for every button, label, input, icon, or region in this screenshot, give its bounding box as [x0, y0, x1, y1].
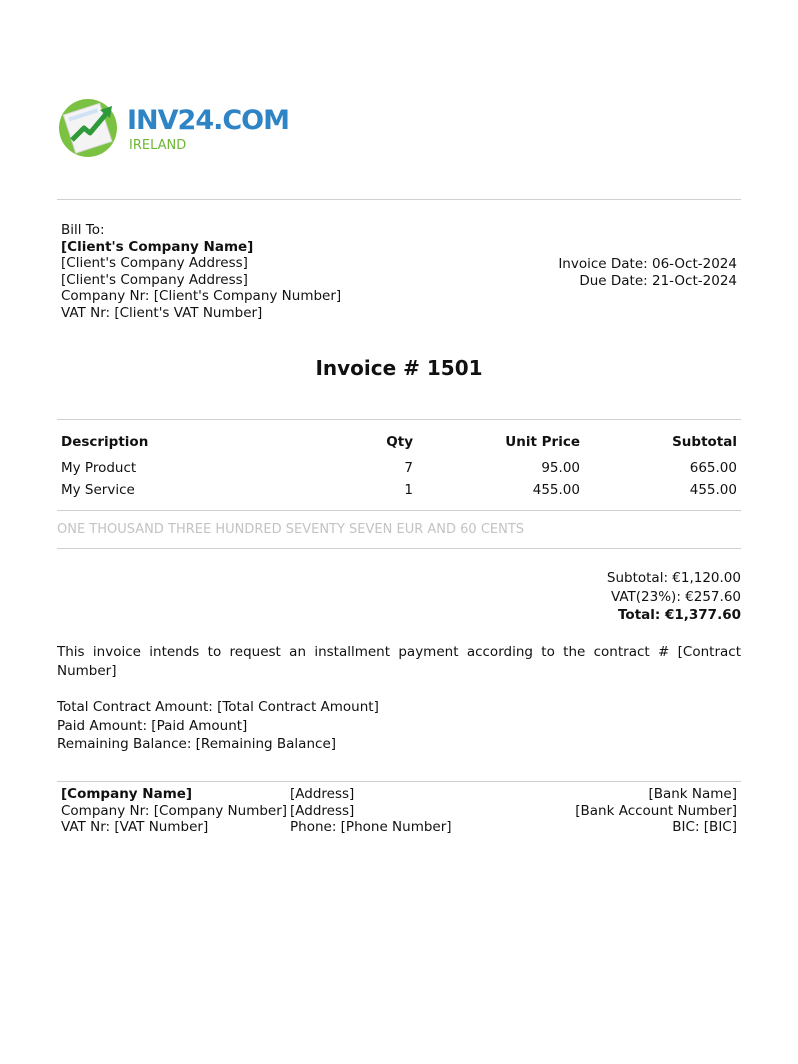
client-company-name: [Client's Company Name]: [61, 238, 254, 255]
header-divider: [57, 199, 741, 200]
row-subtotal: 665.00: [689, 460, 737, 476]
row-qty: 1: [404, 482, 413, 498]
table-top-divider: [57, 419, 741, 420]
row-description: My Service: [61, 482, 135, 498]
footer-address-2: [Address]: [290, 802, 355, 819]
paid-amount: Paid Amount: [Paid Amount]: [57, 717, 248, 734]
client-address-2: [Client's Company Address]: [61, 271, 248, 288]
invoice-date: Invoice Date: 06-Oct-2024: [558, 256, 737, 272]
footer-bic: BIC: [BIC]: [672, 819, 737, 836]
brand-subtitle: IRELAND: [129, 138, 187, 153]
brand-name: INV24.COM: [127, 105, 290, 136]
client-vat-nr: VAT Nr: [Client's VAT Number]: [61, 304, 263, 321]
totals-block: [607, 569, 741, 625]
invoice-title: Invoice # 1501: [315, 356, 483, 380]
client-company-nr: Company Nr: [Client's Company Number]: [61, 288, 342, 305]
contract-details: [57, 698, 379, 754]
row-qty: 7: [404, 460, 413, 476]
footer-company-nr: Company Nr: [Company Number]: [61, 802, 288, 819]
company-logo: [58, 98, 290, 160]
totals-subtotal: Subtotal: €1,120.00: [606, 570, 741, 586]
footer-bank-info: [575, 786, 737, 836]
table-bottom-divider: [57, 510, 741, 511]
remaining-balance: Remaining Balance: [Remaining Balance]: [57, 736, 337, 752]
installment-note: This invoice intends to request an installment payment according to the contract # [Contract Number]: [57, 644, 741, 679]
row-unit-price: 455.00: [532, 482, 580, 498]
client-address-1: [Client's Company Address]: [61, 255, 248, 272]
total-contract-amount: Total Contract Amount: [Total Contract Amount]: [57, 699, 379, 715]
words-divider: [57, 548, 741, 549]
footer-divider: [57, 781, 741, 782]
due-date: Due Date: 21-Oct-2024: [579, 272, 737, 289]
row-description: My Product: [61, 460, 137, 476]
footer-company-name: [Company Name]: [61, 786, 193, 802]
logo-icon: [58, 98, 124, 158]
footer-phone: Phone: [Phone Number]: [290, 819, 452, 836]
totals-total: Total: €1,377.60: [618, 607, 741, 623]
bill-to-block: [61, 222, 341, 322]
footer-company-info: [61, 786, 287, 836]
row-unit-price: 95.00: [541, 460, 580, 476]
footer-address-info: [290, 786, 452, 836]
row-subtotal: 455.00: [689, 482, 737, 498]
footer-bank-account: [Bank Account Number]: [575, 802, 737, 819]
header-unit-price: Unit Price: [505, 434, 580, 450]
footer-vat-nr: VAT Nr: [VAT Number]: [61, 819, 209, 836]
footer-bank-name: [Bank Name]: [648, 786, 737, 802]
totals-vat: VAT(23%): €257.60: [610, 588, 741, 605]
bill-to-label: Bill To:: [61, 222, 105, 238]
amount-in-words: ONE THOUSAND THREE HUNDRED SEVENTY SEVEN EUR AND 60 CENTS: [57, 522, 525, 537]
header-description: Description: [61, 434, 149, 450]
invoice-dates: [558, 256, 737, 289]
header-qty: Qty: [386, 434, 413, 450]
header-subtotal: Subtotal: [672, 434, 737, 450]
footer-address-1: [Address]: [290, 786, 355, 802]
